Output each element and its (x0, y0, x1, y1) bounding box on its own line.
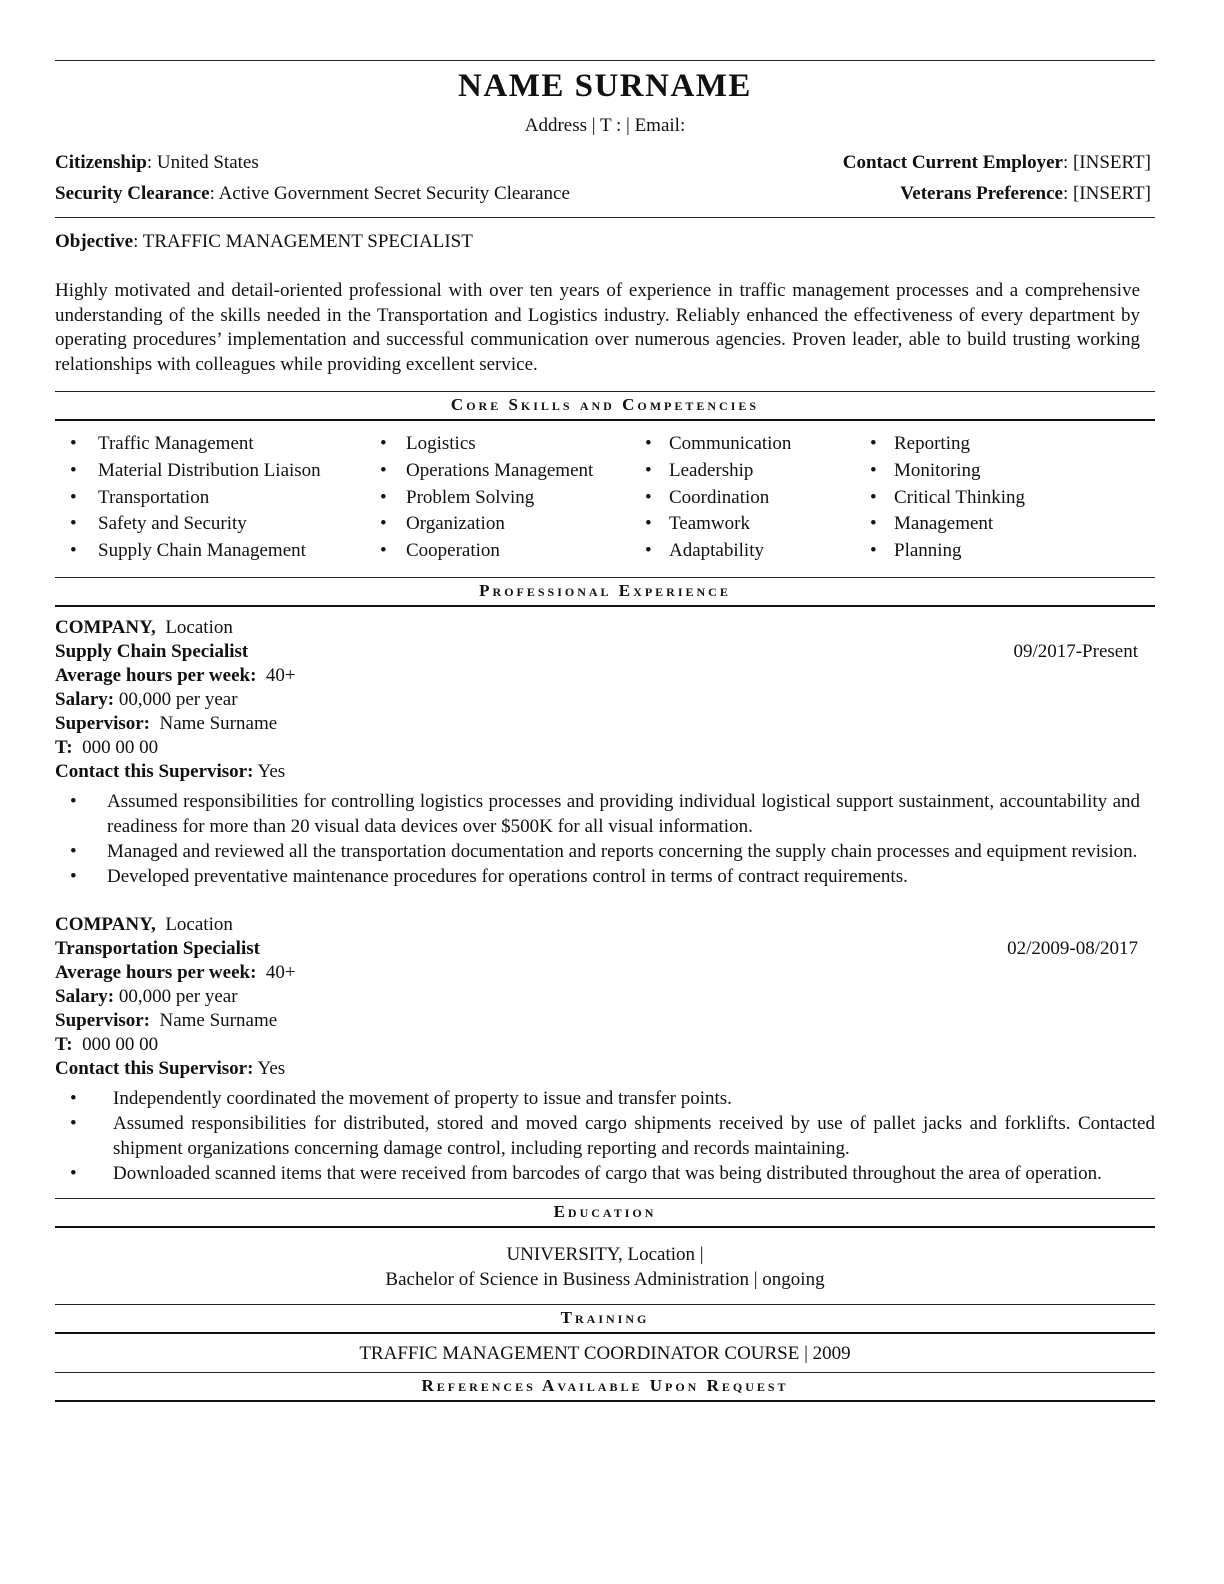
resume-page (55, 60, 1155, 1402)
personal-info-right (843, 147, 1151, 209)
skill-item: • Planning (870, 538, 1130, 565)
job-hours-label: Average hours per week: (55, 664, 257, 686)
job-hours (55, 961, 1155, 985)
job-location: Location (165, 913, 233, 935)
job-salary-value: 00,000 per year (118, 985, 238, 1007)
job-hours (55, 664, 1155, 688)
objective-label: Objective (55, 231, 134, 252)
job-supervisor (55, 712, 1155, 736)
job-location: Location (165, 616, 233, 638)
job-salary (55, 688, 1155, 712)
education-heading: Education (553, 1201, 657, 1221)
job-supervisor-value: Name Surname (159, 1009, 278, 1031)
skill-item: • Monitoring (870, 458, 1130, 485)
skills-column-2 (380, 431, 645, 565)
job-phone (55, 1033, 1155, 1057)
education-entry (55, 1228, 1155, 1304)
job-contact-value: Yes (257, 760, 286, 782)
job-bullets (55, 1086, 1155, 1186)
citizenship-label: Citizenship (55, 152, 147, 173)
job-title-line (55, 937, 1155, 961)
skills-column-3 (645, 431, 870, 565)
current-employer (843, 147, 1151, 178)
personal-info (55, 147, 1155, 209)
summary-paragraph: Highly motivated and detail-oriented professional with over ten years of experience in traffic management processes and a comprehensive understanding of the skills needed in the Transportation and Logistics industry. Reliably enhanced the effectiveness of every department by operating procedures’ implementation and successful communication over numerous agencies. Proven leader, able to build trusting working relationships with colleagues while providing excellent service. (55, 280, 1140, 375)
skills-heading: Core Skills and Competencies (450, 395, 760, 414)
employer-label: Contact Current Employer (842, 152, 1063, 173)
job-salary-label: Salary: (55, 688, 115, 710)
skills-list (55, 421, 1155, 577)
veterans-label: Veterans Preference (900, 183, 1063, 204)
job-company-line (55, 616, 1155, 640)
skill-item: • Teamwork (645, 511, 870, 538)
job-contact-label: Contact this Supervisor: (55, 760, 254, 782)
job-contact-supervisor (55, 760, 1155, 784)
job-title-line (55, 640, 1155, 664)
education-school: UNIVERSITY, Location | (506, 1243, 704, 1265)
skill-item: • Logistics (380, 431, 645, 458)
divider (55, 605, 1155, 607)
training-heading: Training (560, 1307, 650, 1327)
divider (55, 217, 1155, 218)
job-phone-label: T: (55, 1033, 73, 1055)
skill-item: • Supply Chain Management (55, 538, 380, 565)
job-bullets (55, 789, 1155, 889)
candidate-name: NAME SURNAME (458, 68, 752, 104)
references-heading: References Available Upon Request (421, 1375, 789, 1395)
skill-item: • Operations Management (380, 458, 645, 485)
skills-column-4 (870, 431, 1130, 565)
job-entry (55, 913, 1155, 1186)
skill-item: • Adaptability (645, 538, 870, 565)
job-supervisor-value: Name Surname (159, 712, 278, 734)
job-title: Transportation Specialist (55, 937, 260, 959)
job-hours-label: Average hours per week: (55, 961, 257, 983)
objective-value: : TRAFFIC MANAGEMENT SPECIALIST (133, 231, 473, 252)
employer-value: : [INSERT] (1062, 152, 1151, 173)
skill-item: • Safety and Security (55, 511, 380, 538)
personal-info-left (55, 147, 570, 209)
job-title: Supply Chain Specialist (55, 640, 249, 662)
job-dates: 02/2009-08/2017 (1007, 937, 1138, 959)
job-phone-value: 000 00 00 (82, 1033, 159, 1055)
job-phone-value: 000 00 00 (82, 736, 159, 758)
security-clearance (55, 178, 570, 209)
job-phone (55, 736, 1155, 760)
job-company: COMPANY, (55, 913, 156, 935)
job-supervisor-label: Supervisor: (55, 712, 150, 734)
education-degree: Bachelor of Science in Business Administration | ongoing (385, 1268, 825, 1290)
skill-item: • Reporting (870, 431, 1130, 458)
job-entry (55, 616, 1155, 889)
clearance-label: Security Clearance (55, 183, 210, 204)
skill-item: • Coordination (645, 485, 870, 512)
job-bullet: • Independently coordinated the movement of property to issue and transfer points. (55, 1086, 1155, 1111)
experience-heading: Professional Experience (479, 580, 731, 600)
objective (55, 230, 1155, 254)
skill-item: • Organization (380, 511, 645, 538)
job-bullet: • Assumed responsibilities for controlling logistics processes and providing individual logistical support sustainment, accountability and readiness for more than 20 visual data devices over $500K for all visual information. (55, 789, 1155, 839)
skill-item: • Management (870, 511, 1130, 538)
top-divider (55, 60, 1155, 61)
skill-item: • Transportation (55, 485, 380, 512)
job-phone-label: T: (55, 736, 73, 758)
veterans-preference (843, 178, 1151, 209)
job-salary-label: Salary: (55, 985, 115, 1007)
training-entry: TRAFFIC MANAGEMENT COORDINATOR COURSE | 2009 (359, 1342, 851, 1364)
skill-item: • Traffic Management (55, 431, 380, 458)
contact-line: Address | T : | Email: (524, 115, 686, 136)
veterans-value: : [INSERT] (1062, 183, 1151, 204)
job-hours-value: 40+ (265, 664, 296, 686)
skill-item: • Problem Solving (380, 485, 645, 512)
citizenship (55, 147, 570, 178)
clearance-value: : Active Government Secret Security Clearance (209, 183, 570, 204)
job-bullet: • Developed preventative maintenance procedures for operations control in terms of contract requirements. (55, 864, 1155, 889)
skill-item: • Critical Thinking (870, 485, 1130, 512)
skill-item: • Material Distribution Liaison (55, 458, 380, 485)
job-salary-value: 00,000 per year (118, 688, 238, 710)
skills-column-1 (55, 431, 380, 565)
bottom-divider (55, 1400, 1155, 1402)
job-company: COMPANY, (55, 616, 156, 638)
job-hours-value: 40+ (265, 961, 296, 983)
job-bullet: • Assumed responsibilities for distributed, stored and moved cargo shipments received by use of pallet jacks and forklifts. Contacted shipment organizations concerning damage control, including reporting and records maintaining. (55, 1111, 1155, 1161)
job-bullet: • Managed and reviewed all the transportation documentation and reports concerning the supply chain processes and equipment revision. (55, 839, 1155, 864)
skill-item: • Communication (645, 431, 870, 458)
job-contact-supervisor (55, 1057, 1155, 1081)
job-contact-value: Yes (257, 1057, 286, 1079)
job-bullet: • Downloaded scanned items that were received from barcodes of cargo that was being distributed throughout the area of operation. (55, 1161, 1155, 1186)
job-dates: 09/2017-Present (1013, 640, 1138, 662)
job-contact-label: Contact this Supervisor: (55, 1057, 254, 1079)
job-company-line (55, 913, 1155, 937)
citizenship-value: : United States (146, 152, 259, 173)
skill-item: • Leadership (645, 458, 870, 485)
skill-item: • Cooperation (380, 538, 645, 565)
job-supervisor-label: Supervisor: (55, 1009, 150, 1031)
job-supervisor (55, 1009, 1155, 1033)
job-salary (55, 985, 1155, 1009)
